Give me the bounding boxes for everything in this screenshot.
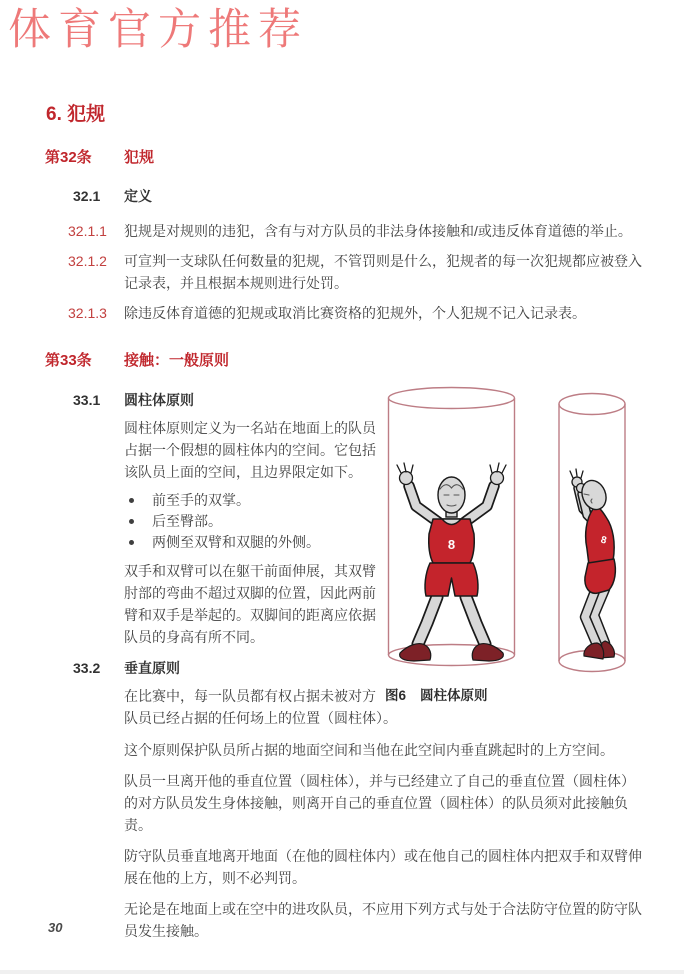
- section-33-1-title: 圆柱体原则: [124, 392, 194, 408]
- figure-caption-text: 圆柱体原则: [420, 688, 488, 703]
- article-33-heading: [45, 350, 645, 371]
- left-hand: [397, 463, 413, 485]
- paragraph-verticality-right: 在比赛中，每一队员都有权占据未被对方队员已经占据的任何场上的位置（圆柱体）。: [124, 688, 397, 726]
- page-number: 30: [48, 920, 63, 935]
- paragraph-cylinder-definition: 圆柱体原则定义为一名站在地面上的队员占据一个假想的圆柱体内的空间。它包括该队员上面的空间，且边界限定如下。: [124, 420, 376, 480]
- section-33-1-heading: [73, 391, 645, 410]
- figure-caption: [385, 687, 645, 705]
- jersey-number-front: 8: [447, 537, 456, 552]
- article-33-title: 接触：一般原则: [124, 352, 230, 369]
- section-33-2-number: 33.2: [73, 660, 101, 676]
- figure-caption-label: 图6: [385, 688, 407, 703]
- chapter-heading: 6. 犯规: [46, 104, 106, 125]
- article-33-number: 第33条: [45, 352, 92, 369]
- cylinder-boundary-list: [124, 490, 645, 553]
- rule-item-text: 除违反体育道德的犯规或取消比赛资格的犯规外，个人犯规不记入记录表。: [124, 305, 586, 321]
- rule-item-32-1-2: [68, 250, 645, 294]
- page-content: [45, 103, 645, 951]
- section-33-body: [73, 391, 645, 729]
- paragraph-principle-protects: 这个原则保护队员所占据的地面空间和当他在此空间内垂直跳起时的上方空间。: [124, 742, 614, 758]
- article-32-heading: [45, 147, 645, 168]
- rule-item-number: 32.1.1: [68, 223, 107, 239]
- article-32-number: 第32条: [45, 149, 92, 166]
- section-33-1-number: 33.1: [73, 392, 101, 408]
- section-33-2-continued: [45, 739, 645, 942]
- rule-item-number: 32.1.2: [68, 253, 107, 269]
- article-32-title: 犯规: [124, 149, 155, 166]
- right-hand: [490, 463, 506, 485]
- section-32-1-number: 32.1: [73, 188, 101, 204]
- rule-item-number: 32.1.3: [68, 305, 107, 321]
- watermark-title: 体育官方推荐: [8, 5, 308, 55]
- rule-item-32-1-3: [68, 302, 645, 324]
- jersey-number-side: 8: [599, 534, 608, 547]
- list-item: 前至手的双掌。: [124, 490, 645, 511]
- rule-item-32-1-1: [68, 220, 645, 242]
- section-32-1-title: 定义: [124, 188, 152, 204]
- list-item: 两侧至双臂和双腿的外侧。: [124, 532, 645, 553]
- section-32-1-heading: [73, 185, 645, 207]
- list-item: 后至臀部。: [124, 511, 645, 532]
- rule-item-text: 犯规是对规则的违犯，含有与对方队员的非法身体接触和/或违反体育道德的举止。: [124, 223, 632, 239]
- rule-item-text: 可宣判一支球队任何数量的犯规，不管罚则是什么，犯规者的每一次犯规都应被登入记录表，并且根据本规则进行处罚。: [124, 253, 642, 291]
- paragraph-defender-jump: 防守队员垂直地离开地面（在他的圆柱体内）或在他自己的圆柱体内把双手和双臂伸展在他的上方，则不必判罚。: [124, 848, 642, 886]
- section-33-2-heading: [73, 659, 645, 678]
- paragraph-leaving-cylinder: 队员一旦离开他的垂直位置（圆柱体），并与已经建立了自己的垂直位置（圆柱体）的对方队员发生身体接触，则离开自己的垂直位置（圆柱体）的队员须对此接触负责。: [124, 773, 635, 833]
- section-33-2-title: 垂直原则: [124, 660, 180, 676]
- paragraph-hands-arms: 双手和双臂可以在躯干前面伸展，其双臂肘部的弯曲不超过双脚的位置，因此两前臂和双手是举起的。双脚间的距离应依据队员的身高有所不同。: [124, 563, 376, 645]
- paragraph-offensive-player: 无论是在地面上或在空中的进攻队员，不应用下列方式与处于合法防守位置的防守队员发生接触。: [124, 901, 642, 939]
